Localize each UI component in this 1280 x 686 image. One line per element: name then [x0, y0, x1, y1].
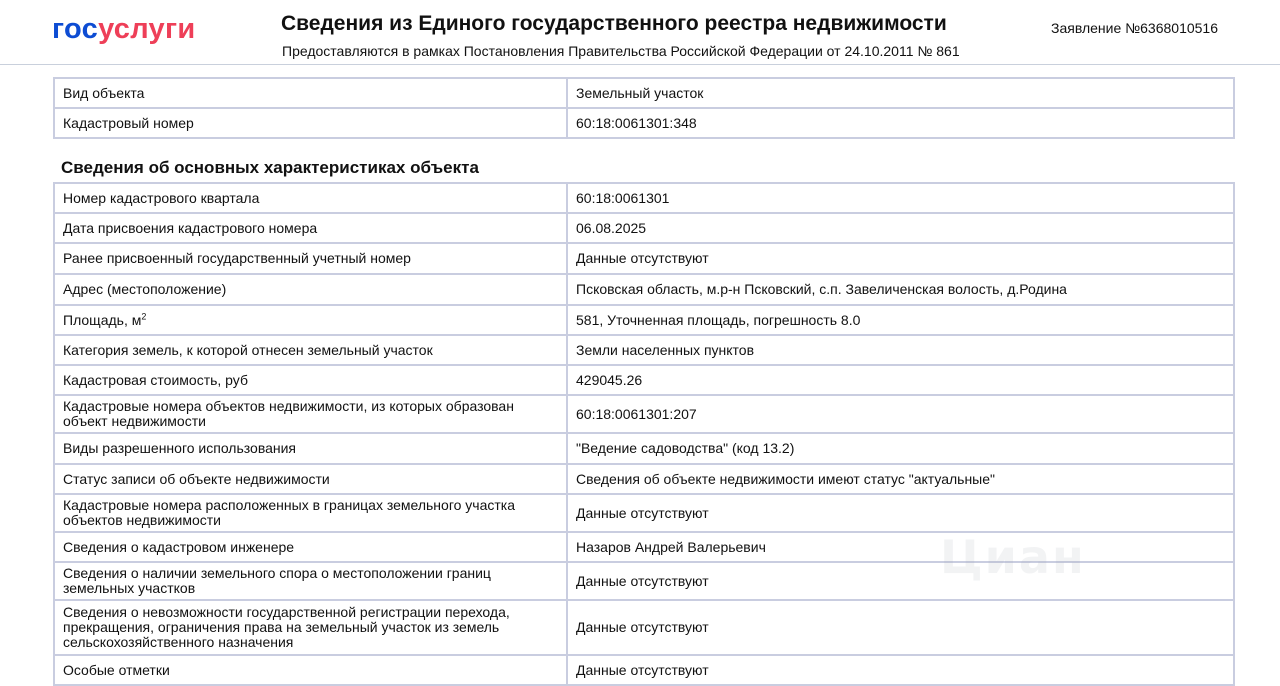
row-value: 60:18:0061301:348	[567, 108, 1234, 138]
document-content	[53, 77, 1235, 686]
row-value: Данные отсутствуют	[567, 562, 1234, 600]
area-label: Площадь, м	[63, 311, 142, 328]
row-label	[54, 305, 567, 335]
table-row	[54, 494, 1234, 532]
row-value: Земельный участок	[567, 78, 1234, 108]
row-value: Данные отсутствуют	[567, 243, 1234, 274]
row-value: 60:18:0061301	[567, 183, 1234, 213]
row-value: "Ведение садоводства" (код 13.2)	[567, 433, 1234, 464]
row-value: Сведения об объекте недвижимости имеют статус "актуальные"	[567, 464, 1234, 494]
table-row	[54, 274, 1234, 305]
table-row	[54, 600, 1234, 655]
row-label: Ранее присвоенный государственный учетный номер	[54, 243, 567, 274]
table-row	[54, 433, 1234, 464]
gosuslugi-logo[interactable]	[52, 10, 195, 48]
row-value: Псковская область, м.р-н Псковский, с.п. Завеличенская волость, д.Родина	[567, 274, 1234, 305]
row-label: Кадастровые номера расположенных в границах земельного участка объектов недвижимости	[54, 494, 567, 532]
document-title: Сведения из Единого государственного реестра недвижимости	[281, 12, 947, 35]
row-value: Назаров Андрей Валерьевич	[567, 532, 1234, 562]
row-value: 60:18:0061301:207	[567, 395, 1234, 433]
application-number-value: 6368010516	[1140, 20, 1219, 36]
row-value: 429045.26	[567, 365, 1234, 395]
table-row	[54, 464, 1234, 494]
row-label: Особые отметки	[54, 655, 567, 685]
table-row	[54, 213, 1234, 243]
section-title: Сведения об основных характеристиках объекта	[61, 158, 479, 177]
table-row	[54, 335, 1234, 365]
row-label: Категория земель, к которой отнесен земельный участок	[54, 335, 567, 365]
object-table	[53, 77, 1235, 139]
row-label: Сведения о кадастровом инженере	[54, 532, 567, 562]
table-row	[54, 243, 1234, 274]
row-label: Номер кадастрового квартала	[54, 183, 567, 213]
row-label: Адрес (местоположение)	[54, 274, 567, 305]
row-label: Дата присвоения кадастрового номера	[54, 213, 567, 243]
row-label: Вид объекта	[54, 78, 567, 108]
row-label: Статус записи об объекте недвижимости	[54, 464, 567, 494]
logo-part-gos: гос	[52, 13, 99, 45]
row-value: Земли населенных пунктов	[567, 335, 1234, 365]
application-number-label: Заявление №	[1051, 20, 1141, 36]
table-row	[54, 108, 1234, 138]
cian-watermark: Циан	[940, 530, 1086, 584]
row-label: Сведения о наличии земельного спора о местоположении границ земельных участков	[54, 562, 567, 600]
application-number	[1051, 19, 1218, 37]
row-label: Кадастровые номера объектов недвижимости, из которых образован объект недвижимости	[54, 395, 567, 433]
row-label: Кадастровый номер	[54, 108, 567, 138]
table-row	[54, 395, 1234, 433]
table-row	[54, 183, 1234, 213]
row-label: Кадастровая стоимость, руб	[54, 365, 567, 395]
page-header	[0, 0, 1280, 65]
table-row	[54, 365, 1234, 395]
logo-part-uslugi: услуги	[98, 13, 196, 45]
row-value: Данные отсутствуют	[567, 655, 1234, 685]
area-unit-superscript: 2	[141, 310, 147, 321]
document-subtitle: Предоставляются в рамках Постановления Правительства Российской Федерации от 24.10.2011 № 861	[282, 43, 960, 59]
row-value: Данные отсутствуют	[567, 600, 1234, 655]
row-label: Виды разрешенного использования	[54, 433, 567, 464]
characteristics-table	[53, 182, 1235, 686]
row-label: Сведения о невозможности государственной регистрации перехода, прекращения, ограничения права на земельный участок из земель сельскохозяйственного назначения	[54, 600, 567, 655]
row-value: 06.08.2025	[567, 213, 1234, 243]
row-value: 581, Уточненная площадь, погрешность 8.0	[567, 305, 1234, 335]
table-row	[54, 78, 1234, 108]
table-row	[54, 305, 1234, 335]
table-row	[54, 655, 1234, 685]
row-value: Данные отсутствуют	[567, 494, 1234, 532]
